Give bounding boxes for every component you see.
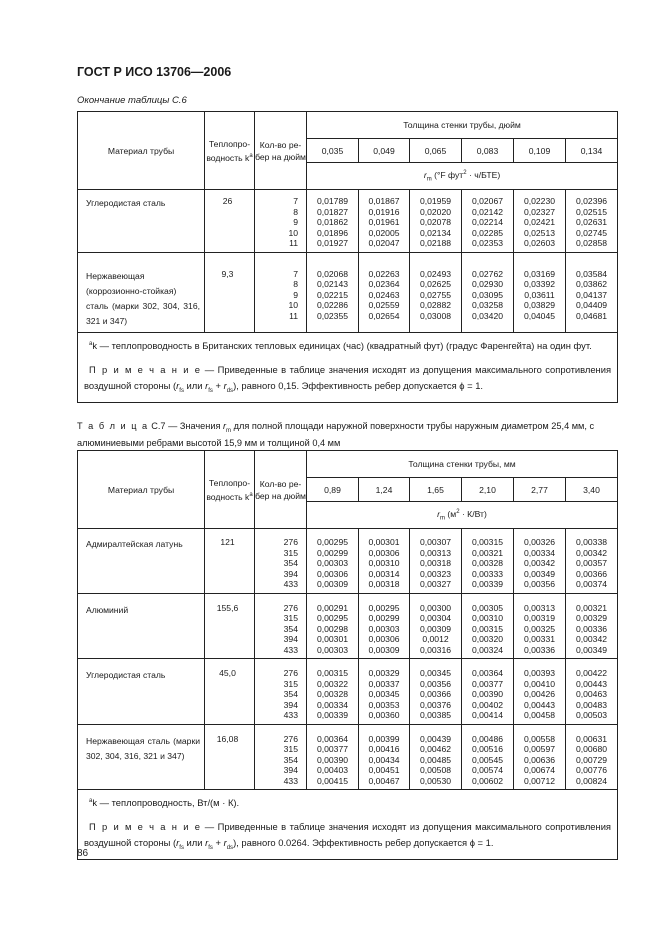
note xyxy=(84,362,611,399)
fins-cell: 7 8 9 10 11 xyxy=(255,252,307,332)
table-row xyxy=(78,659,618,725)
table-c6 xyxy=(77,111,618,403)
caption-r-sub: m xyxy=(226,427,232,434)
thickness-col-header: 2,77 xyxy=(514,478,566,502)
material-cell: Углеродистая сталь xyxy=(78,659,205,725)
conductivity-cell: 45,0 xyxy=(205,659,255,725)
thickness-col-header: 1,65 xyxy=(410,478,462,502)
table-c6-caption: Окончание таблицы С.6 xyxy=(77,95,187,106)
thickness-col-header: 0,035 xyxy=(307,139,359,163)
material-cell: Нержавеющая сталь (марки 302, 304, 316, 321 и 347) xyxy=(78,724,205,790)
note-r3-sub: ds xyxy=(226,387,234,394)
material-cell: Адмиралтейская латунь xyxy=(78,529,205,594)
footnote-marker: а xyxy=(89,798,93,804)
table-c6-notes xyxy=(78,332,618,402)
note-r3: r xyxy=(223,379,227,391)
table-row xyxy=(78,724,618,790)
thickness-col-header: 1,24 xyxy=(359,478,410,502)
value-cell: 0,00313 0,00319 0,00325 0,00331 0,00336 xyxy=(514,593,566,659)
value-cell: 0,01959 0,02020 0,02078 0,02134 0,02188 xyxy=(410,190,462,253)
note-r2: r xyxy=(205,379,209,391)
rm-units-header xyxy=(307,163,618,190)
value-cell: 0,00364 0,00377 0,00390 0,00402 0,00414 xyxy=(462,659,514,725)
value-cell: 0,00291 0,00295 0,00298 0,00301 0,00303 xyxy=(307,593,359,659)
value-cell: 0,00326 0,00334 0,00342 0,00349 0,00356 xyxy=(514,529,566,594)
rm-units-post: · К/Вт) xyxy=(461,508,487,519)
thickness-col-header: 0,083 xyxy=(462,139,514,163)
thickness-col-header: 0,065 xyxy=(410,139,462,163)
header-material: Материал трубы xyxy=(78,112,205,190)
value-cell: 0,00301 0,00306 0,00310 0,00314 0,00318 xyxy=(359,529,410,594)
value-cell: 0,00439 0,00462 0,00485 0,00508 0,00530 xyxy=(410,724,462,790)
note-plus: + xyxy=(212,379,224,391)
value-cell: 0,00321 0,00329 0,00336 0,00342 0,00349 xyxy=(566,593,618,659)
rm-units-pre: (м xyxy=(447,508,457,519)
value-cell: 0,00345 0,00356 0,00366 0,00376 0,00385 xyxy=(410,659,462,725)
material-cell: Углеродистая сталь xyxy=(78,190,205,253)
value-cell: 0,00329 0,00337 0,00345 0,00353 0,00360 xyxy=(359,659,410,725)
header-conductivity-sup: а xyxy=(249,152,253,159)
note-pre: — Приведенные в таблице значения исходят из допущения максимального сопротивления воздушной стороны ( xyxy=(84,821,612,849)
value-cell: 0,00422 0,00443 0,00463 0,00483 0,00503 xyxy=(566,659,618,725)
fins-cell: 276 315 354 394 433 xyxy=(255,593,307,659)
note-or: или xyxy=(183,837,206,849)
footnote-marker: а xyxy=(89,340,93,347)
value-cell: 0,00295 0,00299 0,00303 0,00306 0,00309 xyxy=(307,529,359,594)
conductivity-cell: 121 xyxy=(205,529,255,594)
table-row xyxy=(78,593,618,659)
footnote xyxy=(84,336,611,354)
value-cell: 0,02230 0,02327 0,02421 0,02513 0,02603 xyxy=(514,190,566,253)
thickness-col-header: 3,40 xyxy=(566,478,618,502)
thickness-col-header: 2,10 xyxy=(462,478,514,502)
value-cell: 0,00315 0,00322 0,00328 0,00334 0,00339 xyxy=(307,659,359,725)
rm-sub: m xyxy=(426,176,432,183)
material-cell: Нержавеющая (коррозионно-стойкая) сталь (марки 302, 304, 316, 321 и 347) xyxy=(78,252,205,332)
value-cell: 0,00300 0,00304 0,00309 0,0012 0,00316 xyxy=(410,593,462,659)
table-c7-notes xyxy=(78,790,618,860)
rm-symbol: r xyxy=(423,169,427,180)
header-thickness-title: Толщина стенки трубы, мм xyxy=(307,451,618,478)
table-c7-body xyxy=(78,529,618,790)
note xyxy=(84,819,611,856)
caption-lead: Т а б л и ц а xyxy=(77,421,149,431)
value-cell: 0,01867 0,01916 0,01961 0,02005 0,02047 xyxy=(359,190,410,253)
header-material: Материал трубы xyxy=(78,451,205,529)
thickness-col-header: 0,89 xyxy=(307,478,359,502)
note-lead: П р и м е ч а н и е xyxy=(89,363,202,375)
fins-cell: 276 315 354 394 433 xyxy=(255,659,307,725)
table-row xyxy=(78,190,618,253)
table-row xyxy=(78,529,618,594)
conductivity-cell: 155,6 xyxy=(205,593,255,659)
value-cell: 0,00295 0,00299 0,00303 0,00306 0,00309 xyxy=(359,593,410,659)
conductivity-cell: 16,08 xyxy=(205,724,255,790)
rm-units-post: · ч/БТЕ) xyxy=(468,169,501,180)
value-cell: 0,00393 0,00410 0,00426 0,00443 0,00458 xyxy=(514,659,566,725)
header-conductivity-label: Теплопро-водность k xyxy=(206,477,251,502)
header-conductivity-sup: а xyxy=(249,491,253,498)
rm-symbol: r xyxy=(437,508,441,519)
header-fins: Кол-во ре-бер на дюйм xyxy=(255,112,307,190)
caption-number: С.7 xyxy=(148,421,166,431)
value-cell: 0,03584 0,03862 0,04137 0,04409 0,04681 xyxy=(566,252,618,332)
note-r1: r xyxy=(176,837,180,849)
rm-units-header xyxy=(307,502,618,529)
caption-post: для полной площади наружной поверхности трубы наружным диаметром 25,4 мм, с алюминиевыми ребрами высотой 15,9 мм и толщиной 0,4 мм xyxy=(77,421,595,448)
rm-units-sup: 2 xyxy=(456,508,460,515)
thickness-col-header: 0,134 xyxy=(566,139,618,163)
rm-sub: m xyxy=(440,515,446,522)
header-conductivity xyxy=(205,451,255,529)
note-r1-sub: fs xyxy=(179,845,184,851)
page-number: 86 xyxy=(77,848,89,859)
note-r1: r xyxy=(176,379,180,391)
note-or: или xyxy=(183,379,206,391)
header-conductivity-label: Теплопро-водность k xyxy=(206,138,251,163)
note-plus: + xyxy=(212,837,224,849)
note-r3-sub: ds xyxy=(226,845,234,851)
note-post: ), равного 0.0264. Эффективность ребер допускается ϕ = 1. xyxy=(233,837,494,849)
header-fins: Кол-во ре-бер на дюйм xyxy=(255,451,307,529)
note-post: ), равного 0,15. Эффективность ребер допускается ϕ = 1. xyxy=(233,379,484,391)
table-row xyxy=(78,252,618,332)
note-pre: — Приведенные в таблице значения исходят из допущения максимального сопротивления воздушной стороны ( xyxy=(84,363,612,391)
note-r2: r xyxy=(205,837,209,849)
value-cell: 0,00338 0,00342 0,00357 0,00366 0,00374 xyxy=(566,529,618,594)
header-thickness-title: Толщина стенки трубы, дюйм xyxy=(307,112,618,139)
note-r2-sub: fs xyxy=(208,845,213,851)
material-cell: Алюминий xyxy=(78,593,205,659)
value-cell: 0,02068 0,02143 0,02215 0,02286 0,02355 xyxy=(307,252,359,332)
fins-cell: 276 315 354 394 433 xyxy=(255,724,307,790)
note-r3: r xyxy=(223,837,227,849)
value-cell: 0,00305 0,00310 0,00315 0,00320 0,00324 xyxy=(462,593,514,659)
value-cell: 0,00631 0,00680 0,00729 0,00776 0,00824 xyxy=(566,724,618,790)
value-cell: 0,02493 0,02625 0,02755 0,02882 0,03008 xyxy=(410,252,462,332)
value-cell: 0,02263 0,02364 0,02463 0,02559 0,02654 xyxy=(359,252,410,332)
note-r2-sub: fs xyxy=(208,387,213,394)
value-cell: 0,00364 0,00377 0,00390 0,00403 0,00415 xyxy=(307,724,359,790)
table-c6-body xyxy=(78,190,618,333)
rm-units-sup: 2 xyxy=(463,169,467,176)
thickness-col-header: 0,049 xyxy=(359,139,410,163)
table-c7-caption xyxy=(77,420,617,449)
value-cell: 0,00558 0,00597 0,00636 0,00674 0,00712 xyxy=(514,724,566,790)
value-cell: 0,02396 0,02515 0,02631 0,02745 0,02858 xyxy=(566,190,618,253)
rm-units-pre: (°F фут xyxy=(434,169,464,180)
value-cell: 0,00399 0,00416 0,00434 0,00451 0,00467 xyxy=(359,724,410,790)
conductivity-cell: 26 xyxy=(205,190,255,253)
caption-r: r xyxy=(222,421,227,431)
conductivity-cell: 9,3 xyxy=(205,252,255,332)
fins-cell: 276 315 354 394 433 xyxy=(255,529,307,594)
value-cell: 0,02762 0,02930 0,03095 0,03258 0,03420 xyxy=(462,252,514,332)
caption-pre: — Значения xyxy=(165,421,223,431)
value-cell: 0,03169 0,03392 0,03611 0,03829 0,04045 xyxy=(514,252,566,332)
note-r1-sub: fs xyxy=(179,387,184,394)
value-cell: 0,02067 0,02142 0,02214 0,02285 0,02353 xyxy=(462,190,514,253)
document-title: ГОСТ Р ИСО 13706—2006 xyxy=(77,65,232,79)
note-lead: П р и м е ч а н и е xyxy=(89,821,202,833)
value-cell: 0,01789 0,01827 0,01862 0,01896 0,01927 xyxy=(307,190,359,253)
footnote-text: k — теплопроводность, Вт/(м · К). xyxy=(92,797,240,809)
header-conductivity xyxy=(205,112,255,190)
fins-cell: 7 8 9 10 11 xyxy=(255,190,307,253)
thickness-col-header: 0,109 xyxy=(514,139,566,163)
footnote xyxy=(84,793,611,811)
value-cell: 0,00486 0,00516 0,00545 0,00574 0,00602 xyxy=(462,724,514,790)
value-cell: 0,00307 0,00313 0,00318 0,00323 0,00327 xyxy=(410,529,462,594)
value-cell: 0,00315 0,00321 0,00328 0,00333 0,00339 xyxy=(462,529,514,594)
footnote-text: k — теплопроводность в Британских тепловых единицах (час) (квадратный фут) (градус Фаренгейта) на один фут. xyxy=(92,339,592,351)
table-c7 xyxy=(77,450,618,860)
